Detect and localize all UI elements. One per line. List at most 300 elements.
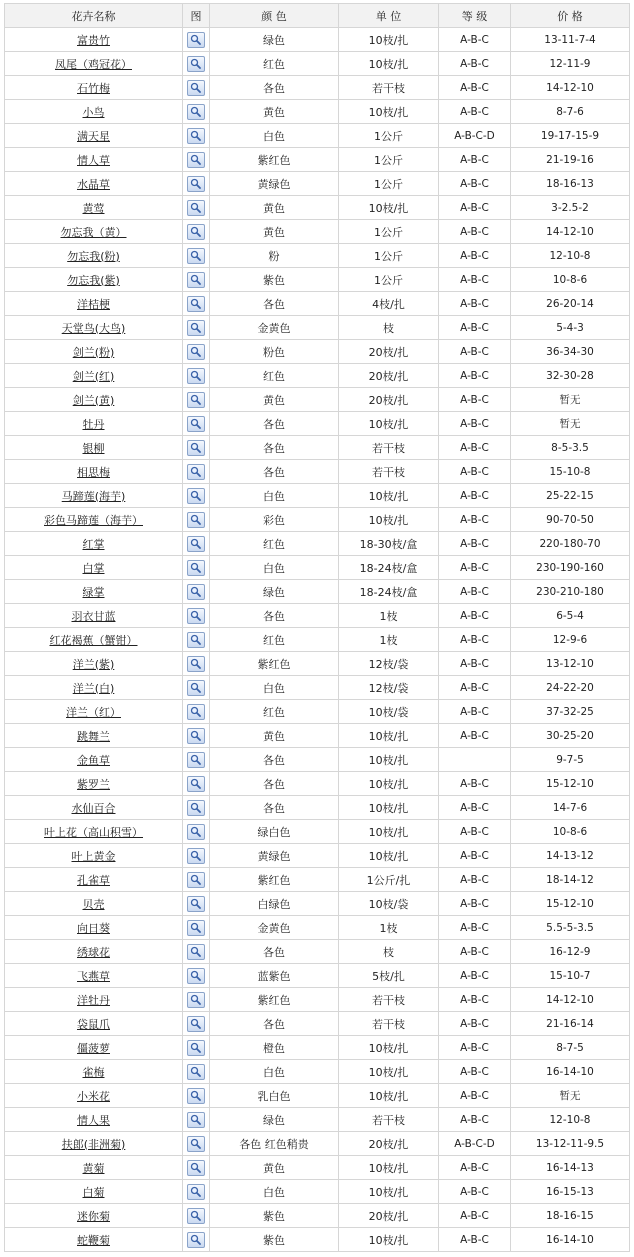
flower-name-cell bbox=[5, 220, 183, 244]
flower-name-link[interactable]: 绣球花 bbox=[77, 945, 110, 959]
magnifier-icon[interactable] bbox=[187, 104, 205, 120]
magnifier-icon[interactable] bbox=[187, 680, 205, 696]
unit-cell: 枝 bbox=[339, 940, 439, 964]
image-cell bbox=[183, 1180, 210, 1204]
table-row bbox=[5, 580, 630, 604]
price-cell: 暂无 bbox=[511, 1084, 630, 1108]
flower-name-cell bbox=[5, 844, 183, 868]
image-cell bbox=[183, 436, 210, 460]
grade-cell: A-B-C bbox=[439, 532, 511, 556]
flower-name-link[interactable]: 雀梅 bbox=[82, 1065, 105, 1079]
table-row bbox=[5, 1156, 630, 1180]
unit-cell: 10枝/扎 bbox=[339, 1036, 439, 1060]
table-row bbox=[5, 772, 630, 796]
magnifier-icon[interactable] bbox=[187, 824, 205, 840]
color-cell: 各色 bbox=[210, 1012, 339, 1036]
image-cell bbox=[183, 1228, 210, 1252]
price-cell: 19-17-15-9 bbox=[511, 124, 630, 148]
table-row bbox=[5, 268, 630, 292]
grade-cell: A-B-C bbox=[439, 1036, 511, 1060]
unit-cell: 18-24枝/盒 bbox=[339, 580, 439, 604]
flower-name-link[interactable]: 迷你菊 bbox=[77, 1209, 110, 1223]
price-cell: 18-14-12 bbox=[511, 868, 630, 892]
table-row bbox=[5, 460, 630, 484]
price-cell: 5.5-5-3.5 bbox=[511, 916, 630, 940]
grade-cell: A-B-C bbox=[439, 988, 511, 1012]
magnifier-icon[interactable] bbox=[187, 728, 205, 744]
grade-cell: A-B-C bbox=[439, 364, 511, 388]
flower-name-cell bbox=[5, 196, 183, 220]
magnifier-icon[interactable] bbox=[187, 584, 205, 600]
table-row bbox=[5, 700, 630, 724]
flower-name-cell bbox=[5, 820, 183, 844]
image-cell bbox=[183, 292, 210, 316]
table-row bbox=[5, 124, 630, 148]
flower-name-link[interactable]: 勿忘我(紫) bbox=[67, 273, 120, 287]
image-cell bbox=[183, 652, 210, 676]
unit-cell: 1公斤 bbox=[339, 148, 439, 172]
image-cell bbox=[183, 364, 210, 388]
table-row bbox=[5, 220, 630, 244]
flower-name-link[interactable]: 叶上花（高山积雪） bbox=[44, 825, 143, 839]
table-row bbox=[5, 340, 630, 364]
magnifier-icon[interactable] bbox=[187, 608, 205, 624]
table-row bbox=[5, 916, 630, 940]
magnifier-icon[interactable] bbox=[187, 296, 205, 312]
unit-cell: 1枝 bbox=[339, 916, 439, 940]
flower-name-link[interactable]: 黄莺 bbox=[82, 201, 105, 215]
color-cell: 绿色 bbox=[210, 580, 339, 604]
unit-cell: 20枝/扎 bbox=[339, 1204, 439, 1228]
table-row bbox=[5, 628, 630, 652]
flower-name-link[interactable]: 天堂鸟(大鸟) bbox=[61, 321, 126, 335]
unit-cell: 10枝/扎 bbox=[339, 1180, 439, 1204]
table-row bbox=[5, 748, 630, 772]
flower-name-link[interactable]: 银柳 bbox=[82, 441, 105, 455]
magnifier-icon[interactable] bbox=[187, 392, 205, 408]
unit-cell: 若干枝 bbox=[339, 1108, 439, 1132]
magnifier-icon[interactable] bbox=[187, 176, 205, 192]
image-cell bbox=[183, 196, 210, 220]
table-row bbox=[5, 868, 630, 892]
flower-name-cell bbox=[5, 292, 183, 316]
magnifier-icon[interactable] bbox=[187, 80, 205, 96]
table-row bbox=[5, 820, 630, 844]
color-cell: 黄绿色 bbox=[210, 172, 339, 196]
magnifier-icon[interactable] bbox=[187, 1064, 205, 1080]
flower-name-cell bbox=[5, 268, 183, 292]
flower-name-cell bbox=[5, 388, 183, 412]
price-cell: 8-7-6 bbox=[511, 100, 630, 124]
magnifier-icon[interactable] bbox=[187, 128, 205, 144]
image-cell bbox=[183, 532, 210, 556]
grade-cell: A-B-C bbox=[439, 484, 511, 508]
price-cell: 32-30-28 bbox=[511, 364, 630, 388]
magnifier-icon[interactable] bbox=[187, 224, 205, 240]
magnifier-icon[interactable] bbox=[187, 800, 205, 816]
magnifier-icon[interactable] bbox=[187, 320, 205, 336]
table-row bbox=[5, 1180, 630, 1204]
color-cell: 紫红色 bbox=[210, 988, 339, 1012]
flower-name-link[interactable]: 蛇鞭菊 bbox=[77, 1233, 110, 1247]
magnifier-icon[interactable] bbox=[187, 248, 205, 264]
magnifier-icon[interactable] bbox=[187, 632, 205, 648]
flower-name-link[interactable]: 紫罗兰 bbox=[77, 777, 110, 791]
flower-name-link[interactable]: 洋桔梗 bbox=[77, 297, 110, 311]
image-cell bbox=[183, 628, 210, 652]
grade-cell: A-B-C bbox=[439, 868, 511, 892]
price-cell: 18-16-13 bbox=[511, 172, 630, 196]
grade-cell: A-B-C bbox=[439, 340, 511, 364]
flower-name-link[interactable]: 水晶草 bbox=[77, 177, 110, 191]
image-cell bbox=[183, 988, 210, 1012]
magnifier-icon[interactable] bbox=[187, 440, 205, 456]
magnifier-icon[interactable] bbox=[187, 944, 205, 960]
flower-name-link[interactable]: 情人果 bbox=[77, 1113, 110, 1127]
unit-cell: 1公斤 bbox=[339, 244, 439, 268]
price-cell: 21-16-14 bbox=[511, 1012, 630, 1036]
flower-name-link[interactable]: 黄菊 bbox=[82, 1161, 105, 1175]
unit-cell: 1公斤/扎 bbox=[339, 868, 439, 892]
flower-name-link[interactable]: 扶郎(非洲菊) bbox=[61, 1137, 126, 1151]
flower-name-link[interactable]: 白掌 bbox=[82, 561, 105, 575]
image-cell bbox=[183, 412, 210, 436]
price-cell: 10-8-6 bbox=[511, 268, 630, 292]
magnifier-icon[interactable] bbox=[187, 968, 205, 984]
flower-name-link[interactable]: 白菊 bbox=[82, 1185, 105, 1199]
magnifier-icon[interactable] bbox=[187, 1184, 205, 1200]
color-cell: 各色 bbox=[210, 772, 339, 796]
grade-cell: A-B-C bbox=[439, 52, 511, 76]
flower-name-cell bbox=[5, 724, 183, 748]
flower-name-link[interactable]: 袋鼠爪 bbox=[77, 1017, 110, 1031]
color-cell: 各色 bbox=[210, 604, 339, 628]
flower-name-cell bbox=[5, 556, 183, 580]
color-cell: 金黄色 bbox=[210, 916, 339, 940]
flower-name-cell bbox=[5, 772, 183, 796]
magnifier-icon[interactable] bbox=[187, 704, 205, 720]
flower-name-cell bbox=[5, 1108, 183, 1132]
unit-cell: 10枝/扎 bbox=[339, 28, 439, 52]
color-cell: 各色 bbox=[210, 436, 339, 460]
flower-name-cell bbox=[5, 916, 183, 940]
color-cell: 金黄色 bbox=[210, 316, 339, 340]
price-cell: 9-7-5 bbox=[511, 748, 630, 772]
unit-cell: 若干枝 bbox=[339, 76, 439, 100]
price-cell: 3-2.5-2 bbox=[511, 196, 630, 220]
color-cell: 各色 红色稍贵 bbox=[210, 1132, 339, 1156]
magnifier-icon[interactable] bbox=[187, 1136, 205, 1152]
flower-name-cell bbox=[5, 628, 183, 652]
flower-name-link[interactable]: 贝壳 bbox=[82, 897, 105, 911]
magnifier-icon[interactable] bbox=[187, 1040, 205, 1056]
image-cell bbox=[183, 724, 210, 748]
magnifier-icon[interactable] bbox=[187, 560, 205, 576]
price-cell: 12-9-6 bbox=[511, 628, 630, 652]
flower-name-link[interactable]: 彩色马蹄莲（海芋） bbox=[44, 513, 143, 527]
image-cell bbox=[183, 1060, 210, 1084]
grade-cell: A-B-C bbox=[439, 580, 511, 604]
table-row bbox=[5, 172, 630, 196]
header-flower-name: 花卉名称 bbox=[5, 4, 183, 28]
grade-cell: A-B-C bbox=[439, 244, 511, 268]
table-row bbox=[5, 436, 630, 460]
image-cell bbox=[183, 1156, 210, 1180]
color-cell: 紫色 bbox=[210, 268, 339, 292]
magnifier-icon[interactable] bbox=[187, 344, 205, 360]
price-cell: 16-12-9 bbox=[511, 940, 630, 964]
price-cell: 16-14-13 bbox=[511, 1156, 630, 1180]
price-cell: 14-13-12 bbox=[511, 844, 630, 868]
grade-cell: A-B-C bbox=[439, 508, 511, 532]
image-cell bbox=[183, 772, 210, 796]
image-cell bbox=[183, 28, 210, 52]
price-cell: 14-7-6 bbox=[511, 796, 630, 820]
price-cell: 37-32-25 bbox=[511, 700, 630, 724]
table-row bbox=[5, 1060, 630, 1084]
flower-name-cell bbox=[5, 604, 183, 628]
unit-cell: 枝 bbox=[339, 316, 439, 340]
image-cell bbox=[183, 340, 210, 364]
flower-name-cell bbox=[5, 868, 183, 892]
price-cell: 16-14-10 bbox=[511, 1060, 630, 1084]
flower-name-link[interactable]: 洋牡丹 bbox=[77, 993, 110, 1007]
image-cell bbox=[183, 244, 210, 268]
grade-cell: A-B-C bbox=[439, 412, 511, 436]
grade-cell: A-B-C bbox=[439, 28, 511, 52]
flower-name-cell bbox=[5, 52, 183, 76]
image-cell bbox=[183, 172, 210, 196]
magnifier-icon[interactable] bbox=[187, 56, 205, 72]
image-cell bbox=[183, 892, 210, 916]
color-cell: 红色 bbox=[210, 364, 339, 388]
flower-name-link[interactable]: 勿忘我（黄） bbox=[60, 225, 127, 239]
magnifier-icon[interactable] bbox=[187, 32, 205, 48]
price-cell: 12-10-8 bbox=[511, 244, 630, 268]
grade-cell: A-B-C bbox=[439, 772, 511, 796]
magnifier-icon[interactable] bbox=[187, 752, 205, 768]
flower-name-link[interactable]: 剑兰(黄) bbox=[72, 393, 115, 407]
magnifier-icon[interactable] bbox=[187, 488, 205, 504]
flower-name-link[interactable]: 富贵竹 bbox=[77, 33, 110, 47]
unit-cell: 1枝 bbox=[339, 604, 439, 628]
flower-price-table bbox=[4, 3, 630, 1252]
flower-name-cell bbox=[5, 340, 183, 364]
unit-cell: 10枝/扎 bbox=[339, 772, 439, 796]
color-cell: 粉 bbox=[210, 244, 339, 268]
magnifier-icon[interactable] bbox=[187, 152, 205, 168]
grade-cell: A-B-C bbox=[439, 1108, 511, 1132]
table-row bbox=[5, 1012, 630, 1036]
table-row bbox=[5, 1084, 630, 1108]
grade-cell: A-B-C bbox=[439, 604, 511, 628]
color-cell: 白色 bbox=[210, 556, 339, 580]
flower-name-link[interactable]: 洋兰（红） bbox=[66, 705, 121, 719]
flower-name-link[interactable]: 跳舞兰 bbox=[77, 729, 110, 743]
flower-name-cell bbox=[5, 676, 183, 700]
grade-cell: A-B-C bbox=[439, 1060, 511, 1084]
flower-name-link[interactable]: 情人草 bbox=[77, 153, 110, 167]
grade-cell: A-B-C bbox=[439, 436, 511, 460]
image-cell bbox=[183, 1084, 210, 1108]
unit-cell: 10枝/扎 bbox=[339, 724, 439, 748]
flower-name-link[interactable]: 剑兰(红) bbox=[72, 369, 115, 383]
magnifier-icon[interactable] bbox=[187, 1160, 205, 1176]
price-cell: 15-12-10 bbox=[511, 772, 630, 796]
flower-name-link[interactable]: 洋兰(紫) bbox=[72, 657, 115, 671]
magnifier-icon[interactable] bbox=[187, 512, 205, 528]
price-cell: 12-11-9 bbox=[511, 52, 630, 76]
color-cell: 黄色 bbox=[210, 388, 339, 412]
grade-cell: A-B-C bbox=[439, 196, 511, 220]
color-cell: 各色 bbox=[210, 292, 339, 316]
magnifier-icon[interactable] bbox=[187, 1112, 205, 1128]
color-cell: 各色 bbox=[210, 76, 339, 100]
magnifier-icon[interactable] bbox=[187, 464, 205, 480]
unit-cell: 10枝/扎 bbox=[339, 1084, 439, 1108]
grade-cell: A-B-C bbox=[439, 460, 511, 484]
flower-name-link[interactable]: 剑兰(粉) bbox=[72, 345, 115, 359]
color-cell: 红色 bbox=[210, 532, 339, 556]
image-cell bbox=[183, 868, 210, 892]
color-cell: 绿白色 bbox=[210, 820, 339, 844]
flower-name-link[interactable]: 绿掌 bbox=[82, 585, 105, 599]
magnifier-icon[interactable] bbox=[187, 896, 205, 912]
flower-name-cell bbox=[5, 1036, 183, 1060]
magnifier-icon[interactable] bbox=[187, 536, 205, 552]
price-cell: 230-210-180 bbox=[511, 580, 630, 604]
flower-name-link[interactable]: 牡丹 bbox=[82, 417, 105, 431]
unit-cell: 4枝/扎 bbox=[339, 292, 439, 316]
flower-name-link[interactable]: 马蹄莲(海芋) bbox=[61, 489, 126, 503]
table-row bbox=[5, 556, 630, 580]
color-cell: 白色 bbox=[210, 124, 339, 148]
magnifier-icon[interactable] bbox=[187, 272, 205, 288]
image-cell bbox=[183, 76, 210, 100]
price-cell: 90-70-50 bbox=[511, 508, 630, 532]
flower-name-link[interactable]: 僵菠萝 bbox=[77, 1041, 110, 1055]
magnifier-icon[interactable] bbox=[187, 992, 205, 1008]
image-cell bbox=[183, 748, 210, 772]
flower-name-link[interactable]: 小鸟 bbox=[82, 105, 105, 119]
magnifier-icon[interactable] bbox=[187, 1232, 205, 1248]
color-cell: 紫红色 bbox=[210, 148, 339, 172]
table-row bbox=[5, 388, 630, 412]
flower-name-link[interactable]: 相思梅 bbox=[77, 465, 110, 479]
unit-cell: 1公斤 bbox=[339, 124, 439, 148]
grade-cell: A-B-C bbox=[439, 652, 511, 676]
unit-cell: 10枝/扎 bbox=[339, 748, 439, 772]
flower-name-cell bbox=[5, 1180, 183, 1204]
flower-name-cell bbox=[5, 76, 183, 100]
magnifier-icon[interactable] bbox=[187, 1016, 205, 1032]
grade-cell: A-B-C bbox=[439, 220, 511, 244]
grade-cell: A-B-C bbox=[439, 724, 511, 748]
price-cell: 6-5-4 bbox=[511, 604, 630, 628]
image-cell bbox=[183, 148, 210, 172]
table-row bbox=[5, 364, 630, 388]
magnifier-icon[interactable] bbox=[187, 1208, 205, 1224]
grade-cell: A-B-C bbox=[439, 844, 511, 868]
table-row bbox=[5, 1204, 630, 1228]
flower-name-link[interactable]: 叶上黄金 bbox=[71, 849, 116, 863]
magnifier-icon[interactable] bbox=[187, 1088, 205, 1104]
magnifier-icon[interactable] bbox=[187, 848, 205, 864]
flower-name-cell bbox=[5, 1132, 183, 1156]
table-row bbox=[5, 724, 630, 748]
flower-name-link[interactable]: 向日葵 bbox=[77, 921, 110, 935]
grade-cell: A-B-C bbox=[439, 940, 511, 964]
color-cell: 白色 bbox=[210, 1180, 339, 1204]
table-row bbox=[5, 412, 630, 436]
flower-name-link[interactable]: 金鱼草 bbox=[77, 753, 110, 767]
image-cell bbox=[183, 1012, 210, 1036]
flower-name-link[interactable]: 勿忘我(粉) bbox=[67, 249, 120, 263]
flower-name-link[interactable]: 石竹梅 bbox=[77, 81, 110, 95]
flower-name-cell bbox=[5, 148, 183, 172]
grade-cell: A-B-C bbox=[439, 700, 511, 724]
flower-name-cell bbox=[5, 940, 183, 964]
magnifier-icon[interactable] bbox=[187, 920, 205, 936]
flower-name-cell bbox=[5, 796, 183, 820]
price-cell: 暂无 bbox=[511, 388, 630, 412]
magnifier-icon[interactable] bbox=[187, 200, 205, 216]
unit-cell: 10枝/扎 bbox=[339, 844, 439, 868]
image-cell bbox=[183, 100, 210, 124]
image-cell bbox=[183, 460, 210, 484]
flower-name-cell bbox=[5, 364, 183, 388]
table-row bbox=[5, 652, 630, 676]
flower-name-link[interactable]: 凤尾（鸡冠花） bbox=[55, 57, 132, 71]
flower-name-link[interactable]: 红掌 bbox=[82, 537, 105, 551]
unit-cell: 若干枝 bbox=[339, 460, 439, 484]
price-cell: 13-11-7-4 bbox=[511, 28, 630, 52]
unit-cell: 10枝/袋 bbox=[339, 700, 439, 724]
flower-name-link[interactable]: 洋兰(白) bbox=[72, 681, 115, 695]
flower-name-link[interactable]: 水仙百合 bbox=[71, 801, 116, 815]
unit-cell: 20枝/扎 bbox=[339, 340, 439, 364]
unit-cell: 12枝/袋 bbox=[339, 652, 439, 676]
unit-cell: 18-24枝/盒 bbox=[339, 556, 439, 580]
flower-name-cell bbox=[5, 1156, 183, 1180]
flower-name-link[interactable]: 满天星 bbox=[77, 129, 110, 143]
price-cell: 13-12-11-9.5 bbox=[511, 1132, 630, 1156]
image-cell bbox=[183, 916, 210, 940]
table-row bbox=[5, 52, 630, 76]
image-cell bbox=[183, 1036, 210, 1060]
color-cell: 各色 bbox=[210, 748, 339, 772]
unit-cell: 1枝 bbox=[339, 628, 439, 652]
flower-name-link[interactable]: 红花褐蕉（蟹钳） bbox=[49, 633, 138, 647]
flower-name-link[interactable]: 小米花 bbox=[77, 1089, 110, 1103]
magnifier-icon[interactable] bbox=[187, 416, 205, 432]
table-row bbox=[5, 796, 630, 820]
flower-name-link[interactable]: 孔雀草 bbox=[77, 873, 110, 887]
image-cell bbox=[183, 1204, 210, 1228]
unit-cell: 若干枝 bbox=[339, 436, 439, 460]
image-cell bbox=[183, 484, 210, 508]
magnifier-icon[interactable] bbox=[187, 776, 205, 792]
price-cell: 25-22-15 bbox=[511, 484, 630, 508]
color-cell: 绿色 bbox=[210, 28, 339, 52]
flower-name-link[interactable]: 飞燕草 bbox=[77, 969, 110, 983]
color-cell: 紫红色 bbox=[210, 868, 339, 892]
magnifier-icon[interactable] bbox=[187, 656, 205, 672]
magnifier-icon[interactable] bbox=[187, 368, 205, 384]
flower-name-link[interactable]: 羽衣甘蓝 bbox=[71, 609, 116, 623]
grade-cell: A-B-C bbox=[439, 1084, 511, 1108]
magnifier-icon[interactable] bbox=[187, 872, 205, 888]
